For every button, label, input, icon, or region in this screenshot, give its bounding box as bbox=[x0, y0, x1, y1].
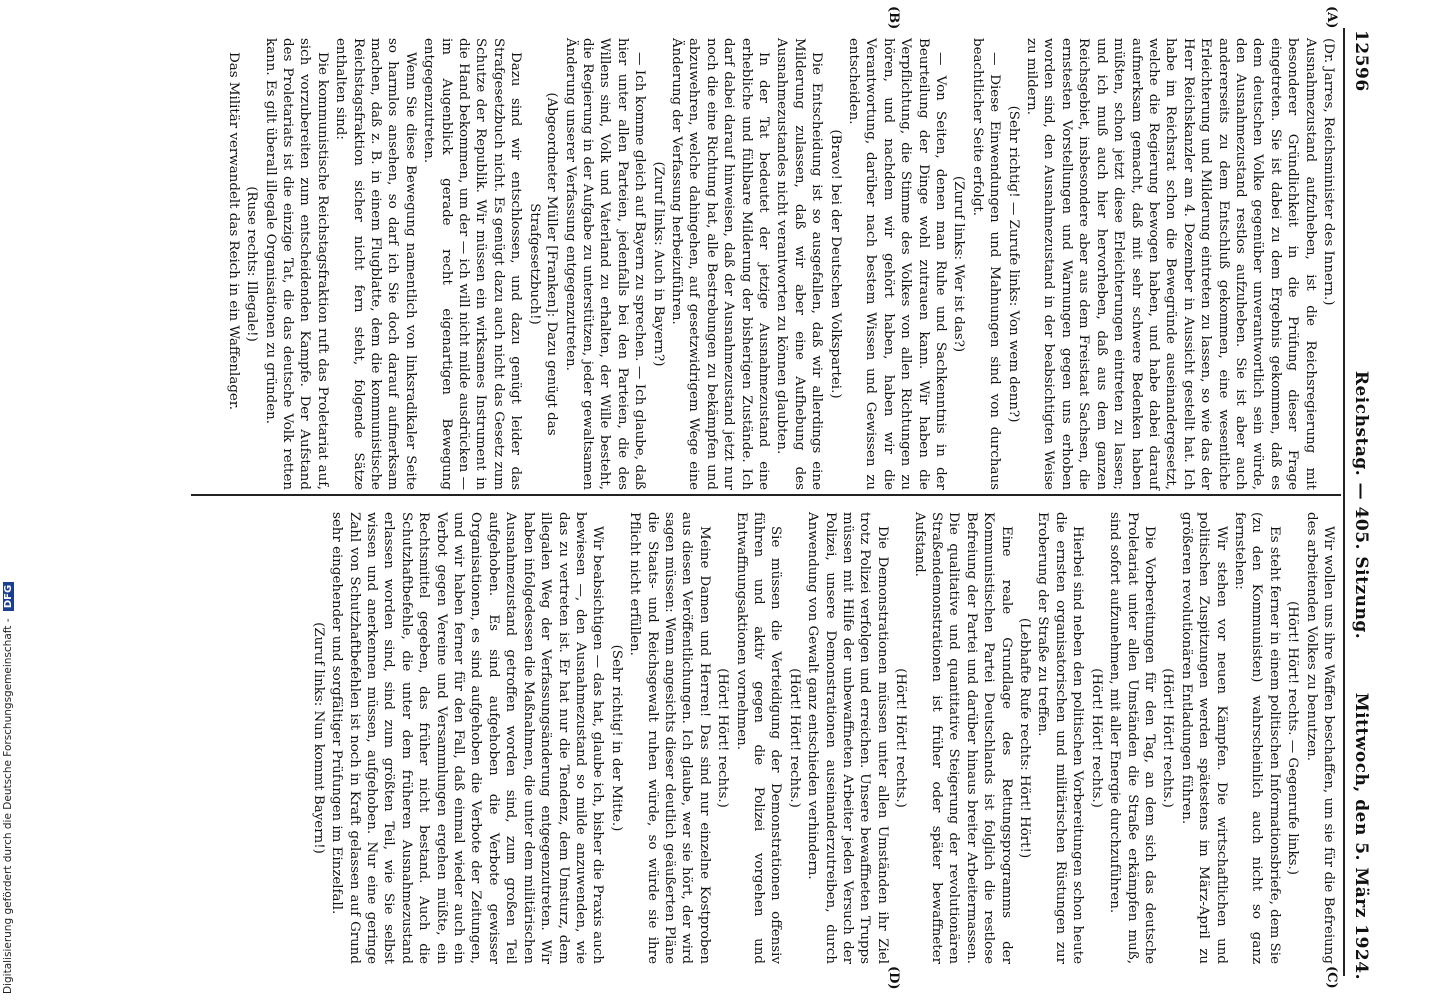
interjection: (Hört! Hört! rechts. — Gegenrufe links.) bbox=[1285, 601, 1301, 875]
paragraph: Dazu sind wir entschlossen, und dazu genügt leider das Strafgesetzbuch nicht. Es genügt dazu auch nicht das Gesetz zum Schutze der Republik. Wir müssen ein wirksames Instrument in die Hand bekommen, um der — ich will nicht milde ausdrücken — im Augenblick gerade recht eigenartigen Bewegung entgegenzutreten. bbox=[421, 38, 524, 490]
paragraph: Es steht ferner in einem politischen Informationsbriefe, dem Sie (zu den Kommunisten) wahrscheinlich auch nicht so ganz fernstehen: bbox=[1231, 512, 1282, 965]
left-column bbox=[223, 38, 1337, 490]
interjection: (Zuruf links: Auch in Bayern?) bbox=[650, 161, 666, 367]
header-rule bbox=[1343, 28, 1345, 976]
quotation: Eine reale Grundlage des Rettungsprogramms der Kommunistischen Partei Deutschlands ist folglich die restlose Befreiung der Partei und darüber hinaus breiter Arbeitermassen. Die qualitative und quantitative Steigerung der revolutionären Straßendemonstrationen ist früher oder später bewaffneter Aufstand. bbox=[911, 512, 1014, 964]
interjection: (Ruse rechts: Illegale!) bbox=[244, 186, 260, 342]
right-column bbox=[308, 512, 1337, 964]
paragraph: Wenn Sie diese Bewegung namentlich von linksradikaler Seite so harmlos ansehen, so darf ich Sie doch darauf aufmerksam machen, daß z. B. in einem Flugblatte, dem die kommunistische Reichstagsfraktion sicher nicht fern steht, folgende Sätze enthalten sind: bbox=[333, 38, 418, 490]
paragraph: In der Tat bedeutet der jetzige Ausnahmezustand eine erhebliche und fühlbare Milderung der bisherigen Zustände. Ich darf dabei darauf hinweisen, daß der Ausnahmezustand jetzt nur noch die eine Richtung hat, alle Bestrebungen zu bekämpfen und abzuwehren, welche dahingehen, auf gesetzwidrigem Wege eine Änderung der Verfassung herbeizuführen. bbox=[668, 38, 771, 490]
page-date: Mittwoch, den 5. März 1924. bbox=[1351, 692, 1371, 980]
quotation: Sie müssen die Verteidigung der Demonstrationen offensiv führen und aktiv gegen die Polizei vorgehen und Entwaffnungsaktionen vornehmen. bbox=[733, 512, 784, 964]
interjection: (Abgeordneter Müller [Franken]: Dazu genügt das Strafgesetzbuch!) bbox=[526, 92, 560, 436]
interjection: (Zuruf links: Wer ist das?) bbox=[951, 175, 967, 353]
interjection: (Sehr richtig! — Zurufe links: Von wem denn?) bbox=[1005, 105, 1021, 423]
interjection: (Lebhafte Rufe rechts: Hört! Hört!) bbox=[1017, 617, 1033, 859]
interjection: (Hört! Hört! rechts.) bbox=[893, 668, 909, 808]
interjection: (Hört! Hört! rechts.) bbox=[1160, 668, 1176, 808]
interjection: (Hört! Hört! rechts.) bbox=[1088, 668, 1104, 808]
funding-text: Digitalisierung gefördert durch die Deutsche Forschungsgemeinschaft - bbox=[2, 618, 14, 994]
interjection: (Bravo! bei der Deutschen Volkspartei.) bbox=[827, 129, 843, 399]
paragraph: — Ich komme gleich auf Bayern zu sprechen. — Ich glaube, daß hier unter allen Parteien, jedenfalls bei den Parteien, die des Willens sind, Volk und Vaterland zu erhalten, der Wille besteht, die Regierung in der Aufgabe zu unterstützen, jeder gewaltsamen Änderung unserer Verfassung entgegenzutreten. bbox=[562, 38, 648, 490]
quotation: Hierbei sind neben den politischen Vorbereitungen schon heute die ernsten organisatorischen und militärischen Rüstungen zur Eroberung der Straße zu treffen. bbox=[1035, 512, 1086, 964]
margin-letter-b: (B) bbox=[886, 6, 901, 30]
paragraph: Ausnahmezustand aufzuheben, ist die Reichsregierung mit besonderer Gründlichkeit in die Prüfung dieser Frage eingetreten. Sie ist dabei zu dem Ergebnis gekommen, daß es dem deutschen Volke gegenüber unverantwortlich sein würde, den Ausnahmezustand restlos aufzuheben. Sie ist aber auch andererseits zu dem Entschluß gekommen, eine wesentliche Erleichterung und Milderung eintreten zu lassen, so wie das der Herr Reichskanzler am 4. Dezember in Aussicht gestellt hat. Ich habe im Reichsrat schon die Bewegründe auseinandergesetzt, welche die Regierung bewogen haben, und habe dabei darauf aufmerksam gemacht, daß mit sehr schwere Bedenken haben müßten, schon jetzt diese Erleichterungen eintreten zu lassen; und ich muß auch hier hervorheben, daß aus dem ganzen Reichsgebiet, insbesondere aber aus dem Freistaat Sachsen, die ernstesten Vorstellungen und Warnungen gegen uns erhoben worden sind, den Ausnahmezustand in der beabsichtigten Weise zu mildern. bbox=[1024, 38, 1318, 490]
paragraph: — Diese Einwendungen und Mahnungen sind von durchaus beachtlicher Seite erfolgt. bbox=[969, 38, 1003, 490]
interjection: (Sehr richtig! in der Mitte.) bbox=[608, 644, 624, 832]
dfg-logo: DFG bbox=[3, 582, 14, 611]
page-header bbox=[1345, 30, 1375, 980]
speaker-label: (Dr. Jarres, Reichsminister des Innern.) bbox=[1321, 38, 1336, 306]
quotation: Die Vorbereitungen für den Tag, an dem sich das deutsche Proletariat unter allen Umständen die Straße erkämpfen muß, sind sofort aufzunehmen, mit aller Energie durchzuführen. bbox=[1107, 512, 1157, 964]
funding-note bbox=[2, 0, 20, 1000]
paragraph: Die Entscheidung ist so ausgefallen, daß wir allerdings eine Milderung zulassen, daß wir aber eine Aufhebung des Ausnahmezustandes nicht verantworten zu können glaubten. bbox=[774, 38, 825, 490]
quotation: Die Demonstrationen müssen unter allen Umständen ihr Ziel trotz Polizei verfolgen und erreichen. Unsere bewaffneten Trupps müssen mit Hilfe der unbewaffneten Arbeiter jeden Versuch der Polizei, unsere Demonstrationen auseinanderzutreiben, durch Anwendung von Gewalt ganz entschieden verhindern. bbox=[805, 512, 890, 964]
quotation: Wir stehen vor neuen Kämpfen. Die wirtschaftlichen und politischen Zuspitzungen werden spätestens im März-April zu größeren revolutionären Entladungen führen. bbox=[1178, 512, 1229, 964]
column-divider bbox=[191, 494, 1341, 496]
paragraph: — Von Seiten, denen man Ruhe und Sachkenntnis in der Beurteilung der Dinge wohl zutrauen kann. Wir haben die Verpflichtung, die Stimme des Volkes von allen Richtungen zu hören, und nachdem wir gehört haben, haben wir die Verantwortung, darüber nach bestem Wissen und Gewissen zu entscheiden. bbox=[846, 38, 949, 490]
quotation: Wir wollen uns ihre Waffen beschaffen, um sie für die Befreiung des arbeitenden Volkes zu benutzen. bbox=[1303, 512, 1336, 964]
interjection: (Zuruf links: Nun kommt Bayern!) bbox=[310, 622, 326, 854]
page-number: 12596 bbox=[1351, 30, 1371, 92]
interjection: (Hört! Hört! rechts.) bbox=[715, 668, 731, 808]
quotation: Das Militär verwandelt das Reich in ein Waffenlager. bbox=[225, 52, 241, 411]
paragraph: Meine Damen und Herren! Das sind nur einzelne Kostproben aus diesen Veröffentlichungen. Ich glaube, wer sie hört, der wird sagen müssen: Wenn angesichts dieser deutlich geäußerten Pläne die Staats- und Reichsgewalt ruhen würde, so würde sie ihre Pflicht nicht erfüllen. bbox=[627, 512, 712, 964]
margin-letter-d: (D) bbox=[886, 966, 901, 990]
quotation: Die kommunistische Reichstagsfraktion ruft das Proletariat auf, sich vorzubereiten zum entscheidenden Kampfe. Der Aufstand des Proletariats ist die einzige Tat, die das deutsche Volk retten kann. Es gilt überall illegale Organisationen zu gründen. bbox=[262, 38, 330, 490]
margin-letter-c: (C) bbox=[1324, 966, 1339, 989]
footer bbox=[2, 0, 22, 1000]
paragraph: Wir beabsichtigen — das hat, glaube ich, bisher die Praxis auch bewiesen —, den Ausnahmezustand so milde anzuwenden, wie das zu vertreten ist. Er hat nur die Tendenz, dem Umsturz, dem illegalen Weg der Verfassungsänderung entgegenzutreten. Wir haben infolgedessen die Maßnahmen, die unter dem militärischen Ausnahmezustand getroffen worden sind, zum großen Teil aufgehoben. Es sind aufgehoben die Verbote gewisser Organisationen, es sind aufgehoben die Verbote der Zeitungen, und wir haben ferner für den Fall, daß einmal wieder auch ein Verbot gegen Vereine und Versammlungen ergehen müßte, ein Rechtsmittel gegeben, das früher nicht bestand. Auch die Schutzhaftbefehle, die unter dem früheren Ausnahmezustand erlassen worden sind, sind zum größten Teil, wie Sie selbst wissen und anerkennen müssen, aufgehoben. Nur eine geringe Zahl von Schutzhaftbefehlen ist noch in Kraft gelassen auf Grund sehr eingehender und sorgfältiger Prüfungen im Einzelfall. bbox=[329, 512, 606, 964]
margin-letter-a: (A) bbox=[1324, 6, 1339, 29]
page-title: Reichstag. — 405. Sitzung. bbox=[1351, 370, 1371, 640]
interjection: (Hört! Hört! rechts.) bbox=[786, 668, 802, 808]
